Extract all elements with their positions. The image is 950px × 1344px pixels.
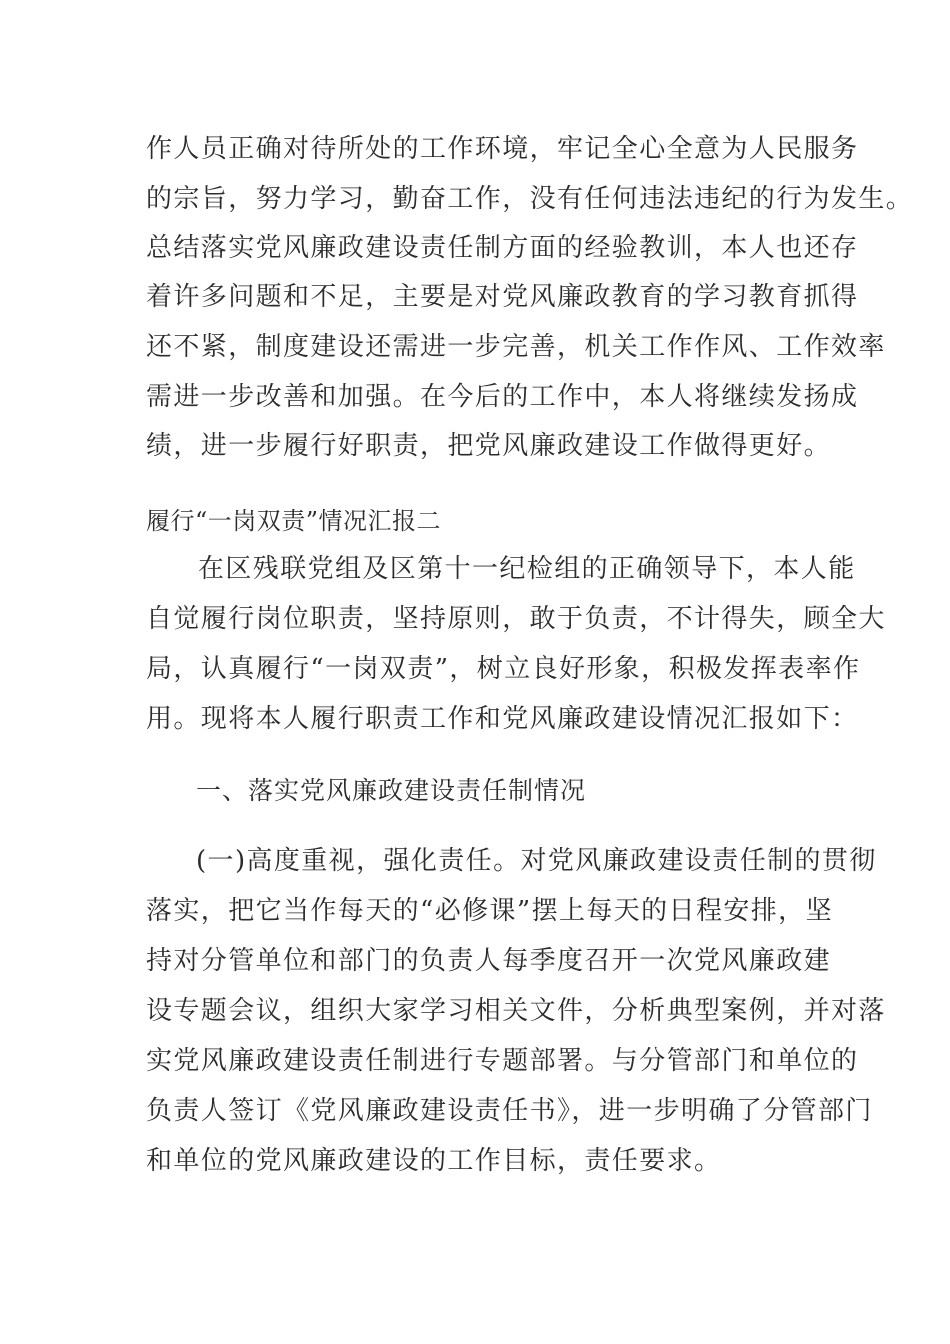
paragraph-line: 持对分管单位和部门的负责人每季度召开一次党风廉政建 (146, 946, 832, 976)
paragraph-line: 实党风廉政建设责任制进行专题部署。与分管部门和单位的 (146, 1046, 859, 1076)
section-heading: 一、落实党风廉政建设责任制情况 (196, 776, 587, 805)
paragraph-line: 用。现将本人履行职责工作和党风廉政建设情况汇报如下： (146, 704, 859, 734)
paragraph-line: 还不紧，制度建设还需进一步完善，机关工作作风、工作效率 (146, 332, 886, 362)
paragraph-line: 的宗旨，努力学习，勤奋工作，没有任何违法违纪的行为发生。 (146, 184, 914, 214)
paragraph-line: 着许多问题和不足，主要是对党风廉政教育的学习教育抓得 (146, 282, 859, 312)
paragraph-line: 在区残联党组及区第十一纪检组的正确领导下，本人能 (198, 554, 856, 584)
paragraph-line: 设专题会议，组织大家学习相关文件，分析典型案例，并对落 (146, 996, 886, 1026)
paragraph-line: 需进一步改善和加强。在今后的工作中，本人将继续发扬成 (146, 382, 859, 412)
paragraph-line: 局，认真履行“一岗双责”，树立良好形象，积极发挥表率作 (146, 654, 861, 684)
paragraph-line: 和单位的党风廉政建设的工作目标，责任要求。 (146, 1146, 722, 1176)
paragraph-line: 自觉履行岗位职责，坚持原则，敢于负责，不计得失，顾全大 (146, 604, 886, 634)
paragraph-line: 总结落实党风廉政建设责任制方面的经验教训，本人也还存 (146, 233, 859, 263)
paragraph-line: 落实，把它当作每天的“必修课”摆上每天的日程安排，坚 (146, 896, 833, 926)
section-title: 履行“一岗双责”情况汇报二 (146, 507, 442, 535)
paragraph-line: 负责人签订《党风廉政建设责任书》，进一步明确了分管部门 (146, 1096, 873, 1126)
paragraph-line: (一)高度重视，强化责任。对党风廉政建设责任制的贯彻 (196, 846, 877, 876)
paragraph-line: 作人员正确对待所处的工作环境，牢记全心全意为人民服务 (146, 134, 859, 164)
paragraph-line: 绩，进一步履行好职责，把党风廉政建设工作做得更好。 (146, 431, 832, 461)
